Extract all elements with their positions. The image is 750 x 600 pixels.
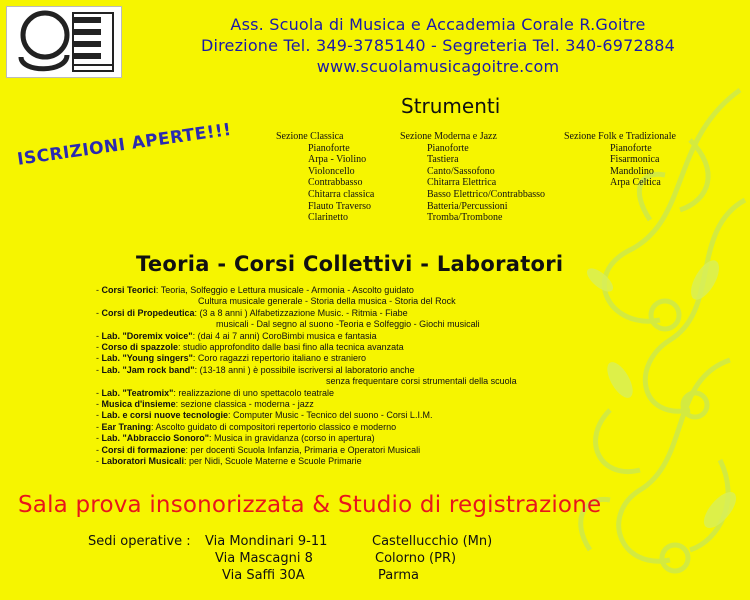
list-item: Fisarmonica bbox=[610, 154, 660, 166]
column-heading: Sezione Classica bbox=[276, 131, 344, 142]
address-city: Castellucchio (Mn) bbox=[372, 534, 493, 549]
list-item: - Corsi di formazione: per docenti Scuola Infanzia, Primaria e Operatori Musicali bbox=[96, 444, 421, 455]
list-item: - Lab. "Teatromix": realizzazione di uno spettacolo teatrale bbox=[96, 387, 334, 398]
sedi-label: Sedi operative : bbox=[88, 534, 191, 549]
website-url: www.scuolamusicagoitre.com bbox=[316, 57, 560, 76]
list-item: Clarinetto bbox=[308, 212, 348, 224]
column-heading: Sezione Moderna e Jazz bbox=[400, 131, 497, 142]
list-item: Tastiera bbox=[427, 154, 459, 166]
list-item: musicali - Dal segno al suono -Teoria e Solfeggio - Giochi musicali bbox=[216, 319, 480, 330]
address-street: Via Mondinari 9-11 bbox=[205, 534, 328, 549]
list-item: - Corsi di Propedeutica: (3 a 8 anni ) Alfabetizzazione Music. - Ritmia - Fiabe bbox=[96, 307, 408, 318]
list-item: Pianoforte bbox=[610, 142, 652, 154]
list-item: - Corso di spazzole: studio approfondito dalle basi fino alla tecnica avanzata bbox=[96, 342, 404, 353]
list-item: - Corsi Teorici: Teoria, Solfeggio e Lettura musicale - Armonia - Ascolto guidato bbox=[96, 285, 414, 295]
list-item: - Musica d'insieme: sezione classica - moderna - jazz bbox=[96, 399, 314, 410]
header bbox=[128, 14, 748, 77]
sala-prova-banner: Sala prova insonorizzata & Studio di registrazione bbox=[18, 492, 602, 518]
list-item: - Lab. "Abbraccio Sonoro": Musica in gravidanza (corso in apertura) bbox=[96, 433, 375, 444]
list-item: - Lab. "Jam rock band": (13-18 anni ) è possibile iscriversi al laboratorio anche bbox=[96, 364, 415, 375]
list-item: senza frequentare corsi strumentali della scuola bbox=[326, 376, 517, 387]
list-item: Mandolino bbox=[610, 165, 654, 177]
list-item: Contrabbasso bbox=[308, 177, 363, 189]
list-item: Arpa Celtica bbox=[610, 177, 661, 189]
list-item: Chitarra Elettrica bbox=[427, 177, 497, 189]
column-classica bbox=[276, 131, 374, 224]
strumenti-title: Strumenti bbox=[401, 94, 501, 118]
address-city: Parma bbox=[378, 568, 419, 583]
list-item: Violoncello bbox=[308, 165, 355, 177]
list-item: Pianoforte bbox=[308, 142, 350, 154]
column-folk-tradizionale bbox=[564, 131, 676, 189]
column-moderna-jazz bbox=[400, 131, 545, 224]
list-item: Batteria/Percussioni bbox=[427, 200, 508, 212]
list-item: Canto/Sassofono bbox=[427, 165, 495, 177]
school-name: Ass. Scuola di Musica e Accademia Corale R.Goitre bbox=[230, 15, 646, 34]
list-item: - Lab. e corsi nuove tecnologie: Computer Music - Tecnico del suono - Corsi L.I.M. bbox=[96, 410, 433, 421]
contact-phones: Direzione Tel. 349-3785140 - Segreteria Tel. 340-6972884 bbox=[200, 36, 676, 55]
list-item: Flauto Traverso bbox=[308, 200, 372, 212]
column-heading: Sezione Folk e Tradizionale bbox=[564, 131, 676, 142]
address-street: Via Mascagni 8 bbox=[215, 551, 313, 566]
list-item: Cultura musicale generale - Storia della musica - Storia del Rock bbox=[198, 296, 456, 307]
list-item: Basso Elettrico/Contrabbasso bbox=[427, 188, 546, 200]
list-item: Chitarra classica bbox=[308, 188, 375, 200]
music-school-logo-icon bbox=[7, 7, 121, 77]
sedi-streets bbox=[205, 533, 327, 584]
list-item: - Ear Traning: Ascolto guidato di compositori repertorio classico e moderno bbox=[96, 421, 397, 432]
list-item: - Lab. "Young singers": Coro ragazzi repertorio italiano e straniero bbox=[96, 353, 366, 364]
address-city: Colorno (PR) bbox=[375, 551, 457, 566]
sedi-cities bbox=[372, 533, 492, 584]
list-item: Arpa - Violino bbox=[308, 154, 367, 166]
list-item: - Laboratori Musicali: per Nidi, Scuole Materne e Scuole Primarie bbox=[96, 456, 362, 467]
corsi-list bbox=[96, 285, 517, 468]
list-item: Tromba/Trombone bbox=[427, 212, 503, 224]
list-item: - Lab. "Doremix voice": (dai 4 ai 7 anni) CoroBimbi musica e fantasia bbox=[96, 330, 377, 341]
list-item: Pianoforte bbox=[427, 142, 469, 154]
school-logo bbox=[6, 6, 122, 78]
teoria-title: Teoria - Corsi Collettivi - Laboratori bbox=[136, 252, 564, 276]
address-street: Via Saffi 30A bbox=[222, 568, 305, 583]
iscrizioni-aperte-banner: ISCRIZIONI APERTE!!! bbox=[16, 119, 233, 170]
